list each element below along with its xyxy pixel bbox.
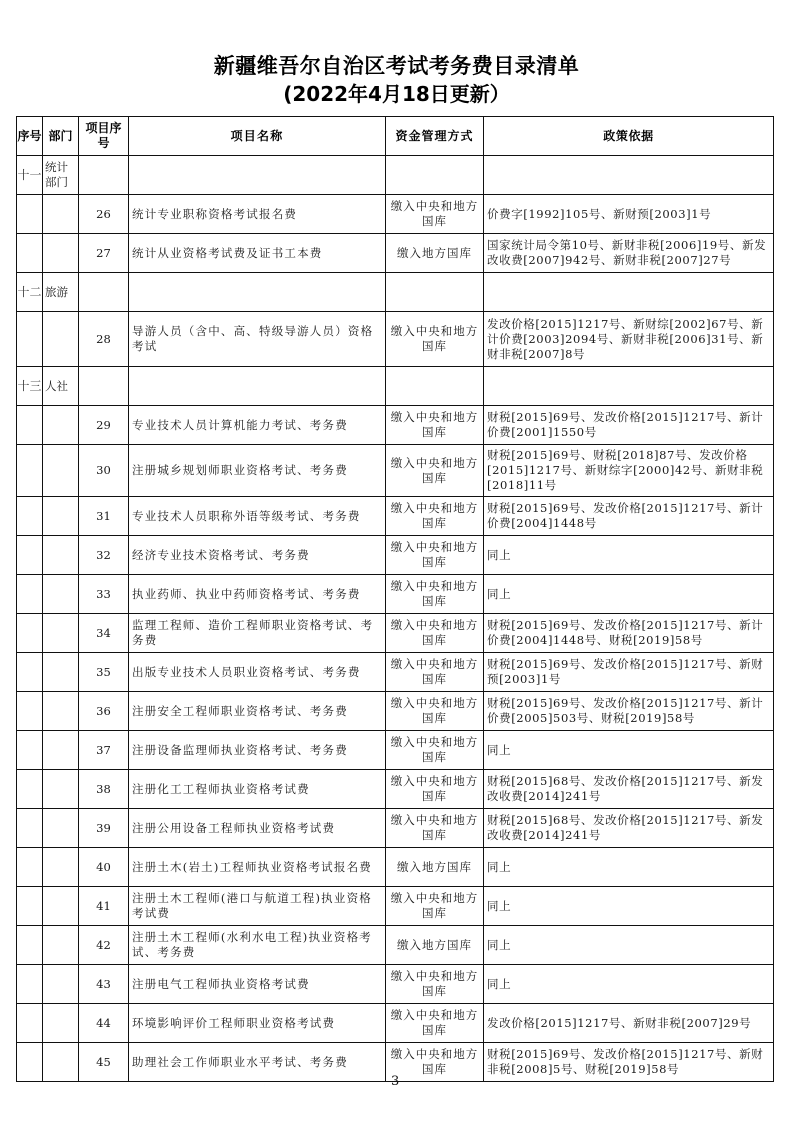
row-seq [17,692,43,731]
section-empty [484,367,774,406]
row-seq [17,848,43,887]
policy-basis: 发改价格[2015]1217号、新财非税[2007]29号 [484,1004,774,1043]
section-seq-text: 十二 [17,285,42,299]
row-dept [43,965,79,1004]
section-seq [17,273,43,312]
row-seq [17,809,43,848]
item-number: 36 [79,692,129,731]
item-name: 注册安全工程师职业资格考试、考务费 [129,692,386,731]
policy-basis: 财税[2015]68号、发改价格[2015]1217号、新发改收费[2014]241号 [484,770,774,809]
row-dept [43,1004,79,1043]
row-dept [43,809,79,848]
item-name: 注册土木(岩土)工程师执业资格考试报名费 [129,848,386,887]
row-dept [43,848,79,887]
policy-basis: 财税[2015]69号、发改价格[2015]1217号、新财预[2003]1号 [484,653,774,692]
row-dept [43,731,79,770]
section-row [17,156,774,195]
section-empty [79,367,129,406]
section-dept: 人社 [43,367,79,406]
table-row [17,536,774,575]
policy-basis: 同上 [484,848,774,887]
table-row [17,887,774,926]
row-dept [43,926,79,965]
policy-basis: 同上 [484,575,774,614]
fund-management: 缴入中央和地方国库 [386,653,484,692]
fund-management: 缴入中央和地方国库 [386,406,484,445]
item-number: 29 [79,406,129,445]
policy-basis: 同上 [484,536,774,575]
row-seq [17,1043,43,1082]
table-row [17,497,774,536]
section-empty [129,367,386,406]
table-header-row [17,117,774,156]
row-seq [17,575,43,614]
section-row [17,367,774,406]
row-dept [43,692,79,731]
item-name: 注册化工工程师执业资格考试费 [129,770,386,809]
row-seq [17,195,43,234]
header-item-no: 项目序号 [79,117,129,156]
fund-management: 缴入中央和地方国库 [386,614,484,653]
section-empty [79,156,129,195]
page-number: 3 [391,1074,400,1089]
table-row [17,770,774,809]
item-number: 39 [79,809,129,848]
header-policy: 政策依据 [484,117,774,156]
section-seq [17,367,43,406]
row-dept [43,406,79,445]
section-dept: 统计部门 [43,156,79,195]
item-name: 助理社会工作师职业水平考试、考务费 [129,1043,386,1082]
table-row [17,614,774,653]
fund-management: 缴入中央和地方国库 [386,1004,484,1043]
row-seq [17,926,43,965]
item-name: 专业技术人员职称外语等级考试、考务费 [129,497,386,536]
policy-basis: 财税[2015]69号、发改价格[2015]1217号、新计价费[2005]503号、财税[2019]58号 [484,692,774,731]
item-number: 44 [79,1004,129,1043]
item-number: 40 [79,848,129,887]
item-number: 26 [79,195,129,234]
fund-management: 缴入中央和地方国库 [386,1043,484,1082]
row-dept [43,575,79,614]
table-row [17,312,774,367]
row-seq [17,731,43,770]
item-number: 30 [79,445,129,497]
row-dept [43,653,79,692]
row-dept [43,497,79,536]
fund-management: 缴入中央和地方国库 [386,445,484,497]
item-name: 注册电气工程师执业资格考试费 [129,965,386,1004]
section-dept: 旅游 [43,273,79,312]
fee-catalog-table [16,116,774,1082]
item-number: 41 [79,887,129,926]
policy-basis: 发改价格[2015]1217号、新财综[2002]67号、新计价费[2003]2094号、新财非税[2006]31号、新财非税[2007]8号 [484,312,774,367]
policy-basis: 财税[2015]69号、发改价格[2015]1217号、新计价费[2001]1550号 [484,406,774,445]
row-seq [17,770,43,809]
table-row [17,731,774,770]
policy-basis: 国家统计局令第10号、新财非税[2006]19号、新发改收费[2007]942号、新财非税[2007]27号 [484,234,774,273]
item-number: 28 [79,312,129,367]
section-seq-text: 十三 [17,379,42,393]
policy-basis: 同上 [484,926,774,965]
policy-basis: 价费字[1992]105号、新财预[2003]1号 [484,195,774,234]
item-number: 27 [79,234,129,273]
row-dept [43,887,79,926]
document-subtitle: (2022年4月18日更新） [283,82,510,106]
section-empty [386,367,484,406]
item-number: 32 [79,536,129,575]
header-item-name: 项目名称 [129,117,386,156]
fund-management: 缴入中央和地方国库 [386,195,484,234]
row-dept [43,536,79,575]
table-row [17,234,774,273]
table-row [17,926,774,965]
row-seq [17,614,43,653]
row-dept [43,1043,79,1082]
policy-basis: 同上 [484,731,774,770]
table-row [17,445,774,497]
table-row [17,195,774,234]
row-seq [17,312,43,367]
item-name: 经济专业技术资格考试、考务费 [129,536,386,575]
section-empty [386,156,484,195]
row-dept [43,195,79,234]
item-name: 环境影响评价工程师职业资格考试费 [129,1004,386,1043]
item-number: 38 [79,770,129,809]
item-name: 出版专业技术人员职业资格考试、考务费 [129,653,386,692]
table-row [17,809,774,848]
row-dept [43,614,79,653]
section-seq-text: 十一 [17,168,42,182]
section-empty [484,273,774,312]
fund-management: 缴入中央和地方国库 [386,965,484,1004]
document-title: 新疆维吾尔自治区考试考务费目录清单 [213,54,580,78]
item-name: 注册公用设备工程师执业资格考试费 [129,809,386,848]
section-empty [129,156,386,195]
table-row [17,406,774,445]
header-fund-mgmt: 资金管理方式 [386,117,484,156]
section-empty [79,273,129,312]
row-seq [17,965,43,1004]
row-dept [43,770,79,809]
item-number: 34 [79,614,129,653]
fund-management: 缴入地方国库 [386,926,484,965]
table-row [17,653,774,692]
item-name: 统计专业职称资格考试报名费 [129,195,386,234]
table-row [17,965,774,1004]
policy-basis: 财税[2015]69号、发改价格[2015]1217号、新计价费[2004]1448号、财税[2019]58号 [484,614,774,653]
fund-management: 缴入中央和地方国库 [386,731,484,770]
item-name: 注册城乡规划师职业资格考试、考务费 [129,445,386,497]
fund-management: 缴入地方国库 [386,848,484,887]
item-number: 33 [79,575,129,614]
table-row [17,848,774,887]
item-number: 35 [79,653,129,692]
item-number: 43 [79,965,129,1004]
policy-basis: 同上 [484,965,774,1004]
section-empty [129,273,386,312]
row-seq [17,887,43,926]
section-seq [17,156,43,195]
policy-basis: 财税[2015]68号、发改价格[2015]1217号、新发改收费[2014]241号 [484,809,774,848]
row-dept [43,234,79,273]
row-dept [43,312,79,367]
section-empty [484,156,774,195]
item-name: 注册土木工程师(港口与航道工程)执业资格考试费 [129,887,386,926]
header-seq: 序号 [17,117,43,156]
row-seq [17,406,43,445]
table-row [17,1004,774,1043]
row-seq [17,234,43,273]
item-name: 注册设备监理师执业资格考试、考务费 [129,731,386,770]
item-number: 45 [79,1043,129,1082]
row-seq [17,497,43,536]
item-name: 导游人员（含中、高、特级导游人员）资格考试 [129,312,386,367]
fund-management: 缴入中央和地方国库 [386,692,484,731]
row-seq [17,445,43,497]
row-seq [17,1004,43,1043]
fund-management: 缴入中央和地方国库 [386,809,484,848]
item-name: 监理工程师、造价工程师职业资格考试、考务费 [129,614,386,653]
item-number: 37 [79,731,129,770]
policy-basis: 财税[2015]69号、财税[2018]87号、发改价格[2015]1217号、新财综字[2000]42号、新财非税[2018]11号 [484,445,774,497]
policy-basis: 同上 [484,887,774,926]
row-dept [43,445,79,497]
section-empty [386,273,484,312]
row-seq [17,653,43,692]
fund-management: 缴入中央和地方国库 [386,536,484,575]
fund-management: 缴入中央和地方国库 [386,575,484,614]
section-row [17,273,774,312]
item-name: 专业技术人员计算机能力考试、考务费 [129,406,386,445]
fund-management: 缴入中央和地方国库 [386,497,484,536]
item-name: 统计从业资格考试费及证书工本费 [129,234,386,273]
fund-management: 缴入中央和地方国库 [386,887,484,926]
header-dept: 部门 [43,117,79,156]
row-seq [17,536,43,575]
table-row [17,692,774,731]
item-number: 42 [79,926,129,965]
fund-management: 缴入地方国库 [386,234,484,273]
policy-basis: 财税[2015]69号、发改价格[2015]1217号、新财非税[2008]5号、财税[2019]58号 [484,1043,774,1082]
item-number: 31 [79,497,129,536]
item-name: 执业药师、执业中药师资格考试、考务费 [129,575,386,614]
policy-basis: 财税[2015]69号、发改价格[2015]1217号、新计价费[2004]1448号 [484,497,774,536]
fund-management: 缴入中央和地方国库 [386,312,484,367]
table-row [17,575,774,614]
fund-management: 缴入中央和地方国库 [386,770,484,809]
item-name: 注册土木工程师(水利水电工程)执业资格考试、考务费 [129,926,386,965]
